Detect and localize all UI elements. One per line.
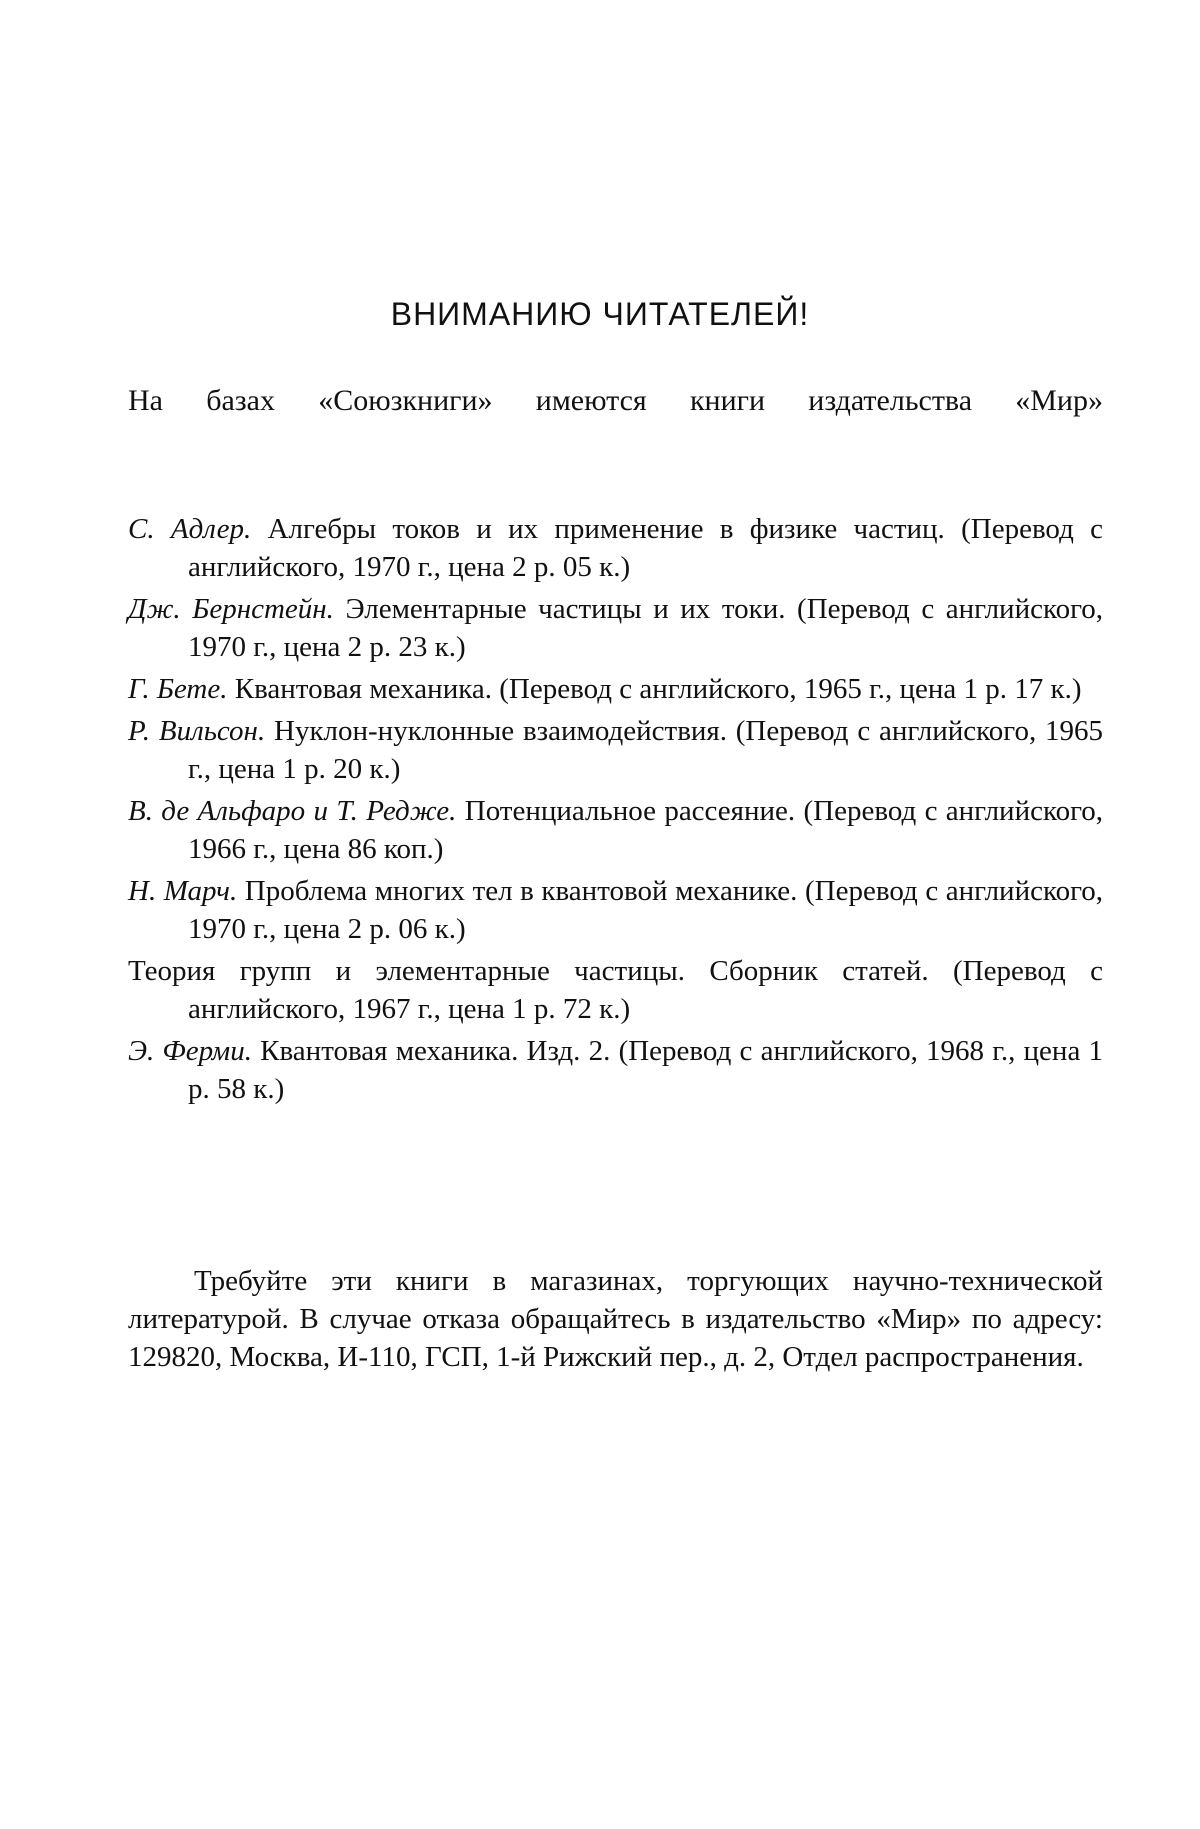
page-heading: ВНИМАНИЮ ЧИТАТЕЛЕЙ! xyxy=(390,296,810,332)
book-author: Н. Марч. xyxy=(128,875,238,907)
book-author: Дж. Бернстейн. xyxy=(128,593,334,625)
book-author: С. Адлер. xyxy=(128,513,252,545)
book-entry xyxy=(128,590,1103,666)
book-description: Теория групп и элементарные частицы. Сборник статей. (Перевод с английского, 1967 г., цена 1 р. 72 к.) xyxy=(128,955,1103,1025)
book-description: Элементарные частицы и их токи. (Перевод с английского, 1970 г., цена 2 р. 23 к.) xyxy=(188,593,1103,663)
book-entry xyxy=(128,872,1103,948)
ordering-notice: Требуйте эти книги в магазинах, торгующих научно-технической литературой. В случае отказа обращайтесь в издательство «Мир» по адресу: 129820, Москва, И-110, ГСП, 1-й Рижский пер., д. 2, Отдел распространения. xyxy=(128,1265,1103,1373)
book-author: Г. Бете. xyxy=(128,673,228,705)
book-description: Нуклон-нуклонные взаимодействия. (Перевод с английского, 1965 г., цена 1 р. 20 к.) xyxy=(188,715,1104,785)
book-entry xyxy=(128,952,1103,1028)
book-author: Э. Ферми. xyxy=(128,1035,252,1067)
book-description: Квантовая механика. Изд. 2. (Перевод с английского, 1968 г., цена 1 р. 58 к.) xyxy=(188,1035,1104,1105)
book-description: Потенциальное рассеяние. (Перевод с английского, 1966 г., цена 86 коп.) xyxy=(188,795,1104,865)
book-entry xyxy=(128,792,1103,868)
book-entry xyxy=(128,510,1103,586)
book-description: Алгебры токов и их применение в физике частиц. (Перевод с английского, 1970 г., цена 2 р. 05 к.) xyxy=(188,513,1104,583)
book-description: Проблема многих тел в квантовой механике. (Перевод с английского, 1970 г., цена 2 р. 06 к.) xyxy=(188,875,1104,945)
book-entry xyxy=(128,712,1103,788)
book-entry xyxy=(128,1032,1103,1108)
book-list xyxy=(128,510,1103,1112)
subheading: На базах «Союзкниги» имеются книги издательства «Мир» xyxy=(128,384,1103,417)
book-author: В. де Альфаро и Т. Редже. xyxy=(128,795,457,827)
book-description: Квантовая механика. (Перевод с английского, 1965 г., цена 1 р. 17 к.) xyxy=(234,673,1082,705)
book-author: Р. Вильсон. xyxy=(128,715,266,747)
book-entry xyxy=(128,670,1103,708)
